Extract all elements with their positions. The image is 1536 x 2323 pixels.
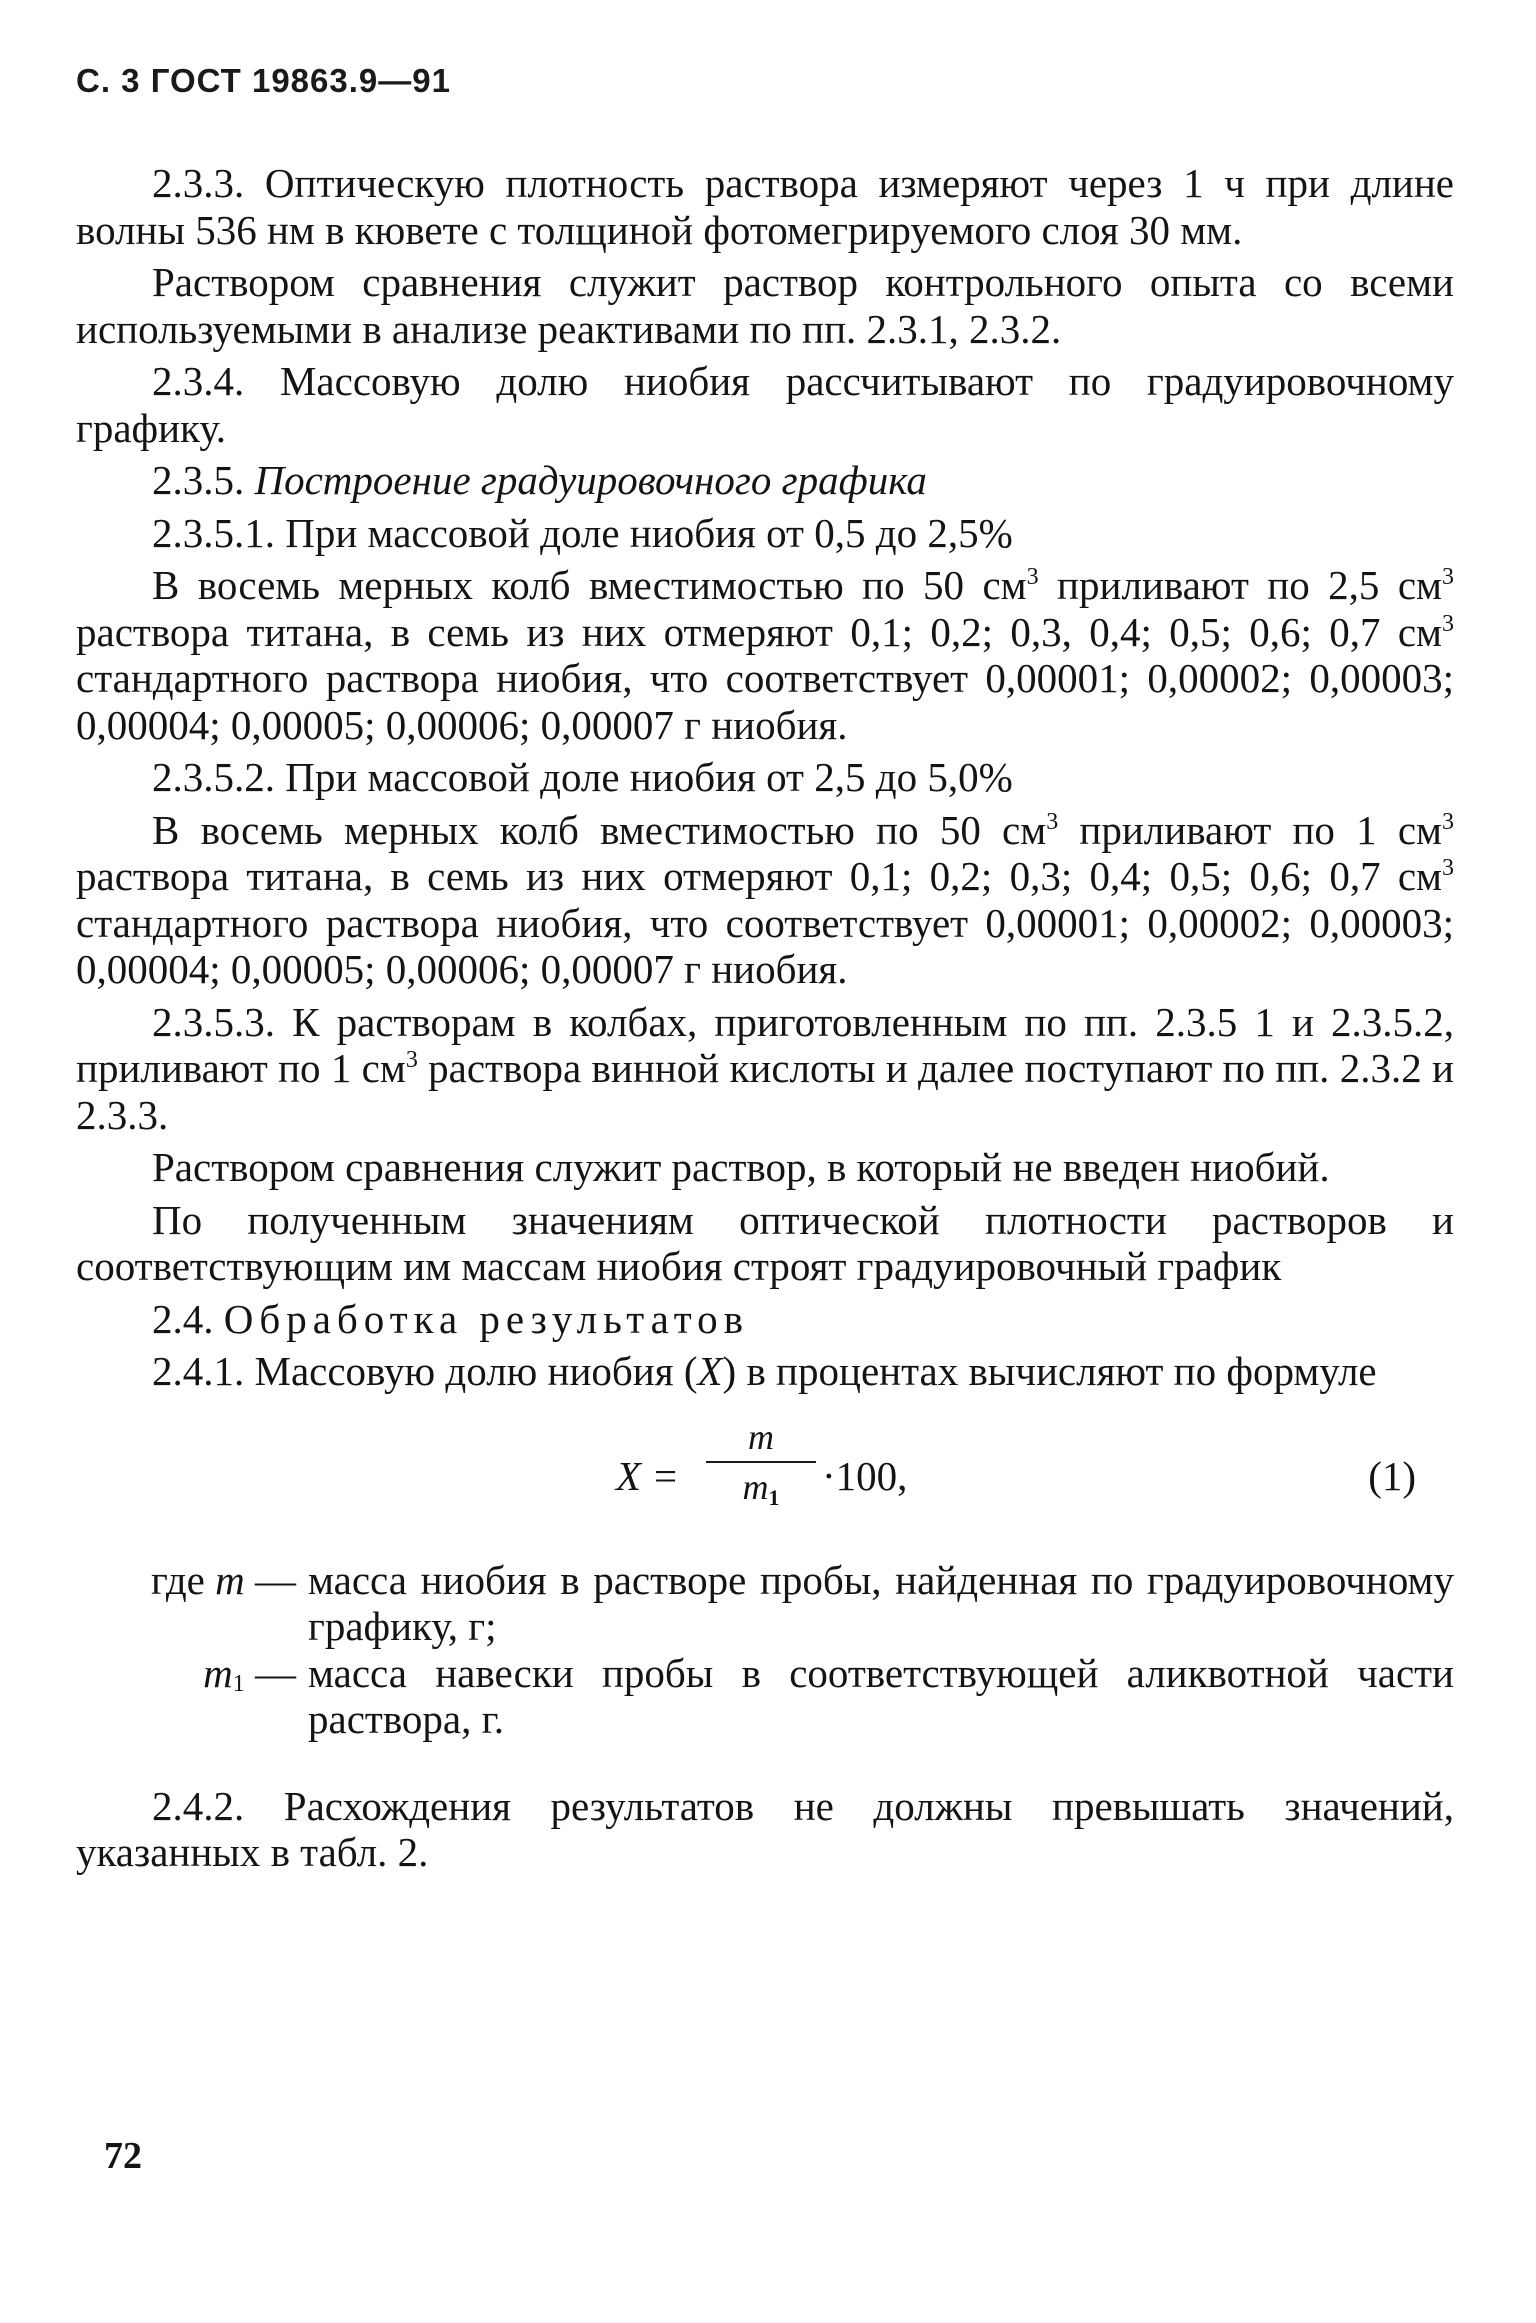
paragraph-2-3-5-heading bbox=[76, 457, 1454, 504]
text-run: стандартного раствора ниобия, что соответствует 0,00001; 0,00002; 0,00003; 0,00004; 0,00005; 0,00006; 0,00007 г ниобия. bbox=[76, 899, 1454, 992]
superscript: 3 bbox=[1442, 808, 1454, 835]
paragraph-flasks-1 bbox=[76, 562, 1454, 748]
definition-variable: m bbox=[215, 1556, 245, 1603]
superscript: 3 bbox=[1026, 564, 1039, 590]
section-number: 2.4. bbox=[152, 1295, 214, 1342]
section-title: Построение градуировочного графика bbox=[254, 457, 927, 503]
superscript: 3 bbox=[405, 1047, 418, 1073]
definition-prefix: где bbox=[151, 1556, 216, 1603]
text-run: 2.3.5.3. К растворам в колбах, приготовленным по пп. 2.3.5 1 и 2.3.5.2, приливают по 1 см bbox=[76, 998, 1454, 1091]
paragraph-2-3-3: 2.3.3. Оптическую плотность раствора измеряют через 1 ч при длине волны 536 нм в кювете с толщиной фотомегрируемого слоя 30 мм. bbox=[76, 160, 1454, 253]
text-run: стандартного раствора ниобия, что соответствует 0,00001; 0,00002; 0,00003; 0,00004; 0,00005; 0,00006; 0,00007 г ниобия. bbox=[76, 655, 1454, 748]
text-run: В восемь мерных колб вместимостью по 50 см bbox=[152, 806, 1047, 853]
definition-dash: — bbox=[244, 1556, 296, 1603]
text-run: В восемь мерных колб вместимостью по 50 см bbox=[152, 562, 1027, 608]
formula-denominator bbox=[706, 1467, 816, 1518]
paragraph-2-3-5-3 bbox=[76, 999, 1454, 1139]
paragraph-reference-solution: Раствором сравнения служит раствор контрольного опыта со всеми используемыми в анализе реактивами по пп. 2.3.1, 2.3.2. bbox=[76, 259, 1454, 352]
definition-subscript: 1 bbox=[232, 1670, 245, 1697]
formula-equals: = bbox=[654, 1452, 678, 1499]
page-number: 72 bbox=[104, 2135, 142, 2177]
text-run: приливают по 1 см bbox=[1058, 806, 1442, 853]
denominator-subscript: 1 bbox=[768, 1484, 780, 1510]
paragraph-2-3-5-1: 2.3.5.1. При массовой доле ниобия от 0,5 до 2,5% bbox=[152, 509, 1013, 556]
denominator-symbol: m bbox=[742, 1466, 769, 1507]
text-run: раствора винной кислоты и далее поступают по пп. 2.3.2 и 2.3.3. bbox=[76, 1045, 1454, 1138]
definition-symbol bbox=[76, 1557, 296, 1650]
formula-definitions bbox=[76, 1557, 1454, 1743]
variable-x: X bbox=[697, 1348, 723, 1394]
superscript: 3 bbox=[1442, 564, 1454, 590]
section-number: 2.3.5. bbox=[152, 457, 245, 503]
formula-multiplier: ·100, bbox=[822, 1452, 908, 1499]
formula-number: (1) bbox=[1368, 1452, 1416, 1499]
formula-numerator: m bbox=[748, 1416, 774, 1457]
text-run: раствора титана, в семь из них отмеряют 0,1; 0,2; 0,3; 0,4; 0,5; 0,6; 0,7 см bbox=[76, 853, 1442, 899]
definition-row bbox=[76, 1650, 1454, 1743]
text-run: приливают по 2,5 см bbox=[1038, 562, 1442, 608]
formula-fraction bbox=[706, 1417, 816, 1518]
paragraph-2-3-5-2: 2.3.5.2. При массовой доле ниобия от 2,5 до 5,0% bbox=[152, 754, 1013, 800]
formula-lhs: X bbox=[616, 1452, 642, 1499]
paragraph-2-3-4: 2.3.4. Массовую долю ниобия рассчитывают по градуировочному графику. bbox=[76, 358, 1454, 451]
superscript: 3 bbox=[1442, 855, 1454, 881]
definition-symbol bbox=[76, 1650, 296, 1743]
paragraph-flasks-2 bbox=[76, 807, 1454, 993]
text-run: 2.4.1. Массовую долю ниобия ( bbox=[152, 1348, 698, 1394]
paragraph-2-4-2: 2.4.2. Расхождения результатов не должны превышать значений, указанных в табл. 2. bbox=[76, 1782, 1454, 1875]
text-run: ) в процентах вычисляют по формуле bbox=[722, 1348, 1377, 1394]
definition-text: масса ниобия в растворе пробы, найденная по градуировочному графику, г; bbox=[308, 1556, 1454, 1649]
definition-text: масса навески пробы в соответствующей аликвотной части раствора, г. bbox=[308, 1649, 1454, 1742]
paragraph-reference-solution-2: Раствором сравнения служит раствор, в который не введен ниобий. bbox=[152, 1144, 1330, 1190]
paragraph-2-4-heading bbox=[76, 1296, 1454, 1343]
page-header: С. 3 ГОСТ 19863.9—91 bbox=[76, 62, 451, 99]
fraction-bar bbox=[706, 1461, 816, 1463]
paragraph-calibration-graph: По полученным значениям оптической плотности растворов и соответствующим им массам ниобия строят градуировочный график bbox=[76, 1196, 1454, 1289]
definition-dash: — bbox=[244, 1649, 296, 1696]
superscript: 3 bbox=[1046, 808, 1059, 835]
superscript: 3 bbox=[1442, 610, 1454, 637]
text-run: раствора титана, в семь из них отмеряют 0,1; 0,2; 0,3, 0,4; 0,5; 0,6; 0,7 см bbox=[76, 608, 1442, 655]
definition-row bbox=[76, 1557, 1454, 1650]
document-body bbox=[76, 160, 1454, 1882]
definition-variable: m bbox=[203, 1649, 233, 1696]
section-title: Обработка результатов bbox=[223, 1295, 750, 1342]
formula-1 bbox=[76, 1417, 1454, 1537]
paragraph-2-4-1 bbox=[76, 1348, 1454, 1395]
